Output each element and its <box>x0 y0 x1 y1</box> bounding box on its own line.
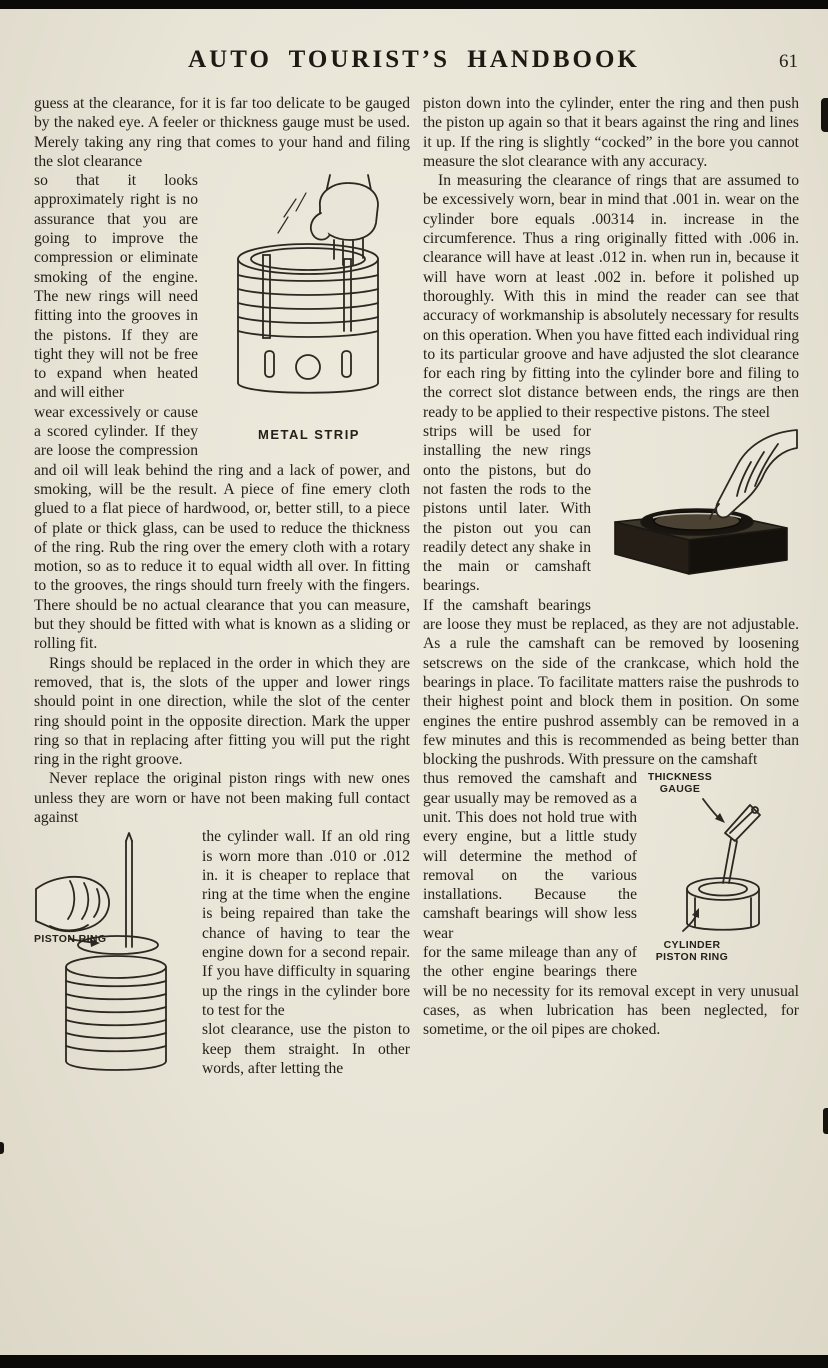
paragraph: the cylinder wall. If an old ring is worn more than .010 or .012 in. it is cheaper to replace that ring at the time when the engine is being repaired than take the chance of having to tear the engine down for a second repair. If you have difficulty in squaring up the rings in the cylinder bore to test for the <box>202 828 410 1019</box>
page-number: 61 <box>779 51 798 72</box>
paragraph: If the camshaft bearings are loose they must be replaced, as they are not adjustable. As a rule the camshaft can be removed by loosening setscrews on the side of the crankcase, which hold the bearings in place. To facilitate matters raise the pushrods to their highest point and block them in position. On some engines the entire pushrod assembly can be removed in a few minutes and this is recommended as being better than blocking the pushrods. With pressure on the camshaft <box>423 596 799 769</box>
scan-artifact <box>0 1142 4 1154</box>
paragraph: piston down into the cylinder, enter the ring and then push the piston up again so that it bears against the ring and lines it up. If the ring is slightly “cocked” in the bore you cannot measure the slot clearance with any accuracy. <box>423 95 799 170</box>
figure-piston-ring <box>34 829 192 1079</box>
figure-label-cylinder-piston-ring: CYLINDER PISTON RING <box>655 939 729 964</box>
paragraph: Never replace the original piston rings with new ones unless they are worn or have not been making full contact against <box>34 770 410 826</box>
scan-edge-top <box>0 0 828 9</box>
paragraph: so that it looks approximately right is no assurance that you are going to improve the compression or eliminate smoking of the engine. The new rings will need fitting into the grooves in the pistons. If they are tight they will not be free to expand when heated and will either <box>34 172 198 402</box>
paragraph: for the same mileage than any of the other engine bearings there will be no necessity for its removal except in very unusual cases, as when lubrication has been neglected, for sometime, or the oil pipes are choked. <box>423 944 799 1039</box>
figure-label-piston-ring: PISTON RING <box>34 933 107 946</box>
paragraph: guess at the clearance, for it is far too delicate to be gauged by the naked eye. A feeler or thickness gauge must be used. Merely taking any ring that comes to your hand and filing the slot clearance <box>34 95 410 170</box>
paragraph: In measuring the clearance of rings that are assumed to be excessively worn, bear in mind that .001 in. wear on the cylinder bore equals .00314 in. increase in the circumference. Thus a ring originally fitted with .006 in. clearance will have at least .012 in. when run in, because it will have worn at least .002 in. before it polished up thoroughly. With this in mind the reader can see that accuracy of workmanship is absolutely necessary for results on this operation. When you have fitted each individual ring to its particular groove and have adjusted the slot clearance for each ring by fitting into the cylinder bore and filing to the correct slot distance between ends, the rings are then ready to be applied to their respective pistons. The steel <box>423 172 799 421</box>
scan-edge-bottom <box>0 1355 828 1368</box>
figure-label-thickness-gauge: THICKNESS GAUGE <box>647 771 713 796</box>
page-title: AUTO TOURIST’S HANDBOOK <box>188 46 640 73</box>
scan-artifact <box>821 98 828 132</box>
left-column <box>34 94 410 1083</box>
page-header <box>0 46 828 82</box>
hand-pressing-ring-illustration <box>601 424 799 594</box>
figure-metal-strip <box>208 173 410 444</box>
hand-piston-ring-illustration <box>34 829 192 1079</box>
thickness-gauge-illustration <box>647 771 799 963</box>
paragraph: wear excessively or cause a scored cylinder. If they are loose the compression and oil will leak behind the ring and a lack of power, and smoking, will be the result. A piece of fine emery cloth glued to a flat piece of hardwood, or, better still, to a piece of plate or thick glass, can be used to reduce the thickness of the ring. Rub the ring over the emery cloth with a rotary motion, so as to reduce it to equal width all over. In fitting to the grooves, the rings should turn freely with the fingers. There should be no actual clearance that you can measure, but they should be fitted with what is known as a sliding or rolling fit. <box>34 403 410 653</box>
paragraph: strips will be used for installing the new rings onto the pistons, but do not fasten the rods to the pistons until later. With the piston out you can readily detect any shake in the main or camshaft bearings. <box>423 423 591 595</box>
figure-hand-on-piston <box>601 424 799 594</box>
piston-metal-strip-illustration <box>208 173 410 423</box>
figure-caption-metal-strip: METAL STRIP <box>258 427 360 443</box>
text-columns <box>0 82 828 1083</box>
paragraph: Rings should be replaced in the order in which they are removed, that is, the slots of the upper and lower rings should point in one direction, while the slot of the center ring should point in the opposite direction. Mark the upper ring so that in replacing after fitting you will put the right ring in the right groove. <box>34 654 410 769</box>
scan-artifact <box>823 1108 828 1134</box>
right-column <box>423 94 799 1083</box>
figure-thickness-gauge <box>647 771 799 963</box>
paragraph: slot clearance, use the piston to keep them straight. In other words, after letting the <box>202 1021 410 1077</box>
paragraph: thus removed the camshaft and gear usually may be removed as a unit. This does not hold true with every engine, but a little study will determine the method of removal on the various installations. Because the camshaft bearings will show less wear <box>423 770 637 942</box>
